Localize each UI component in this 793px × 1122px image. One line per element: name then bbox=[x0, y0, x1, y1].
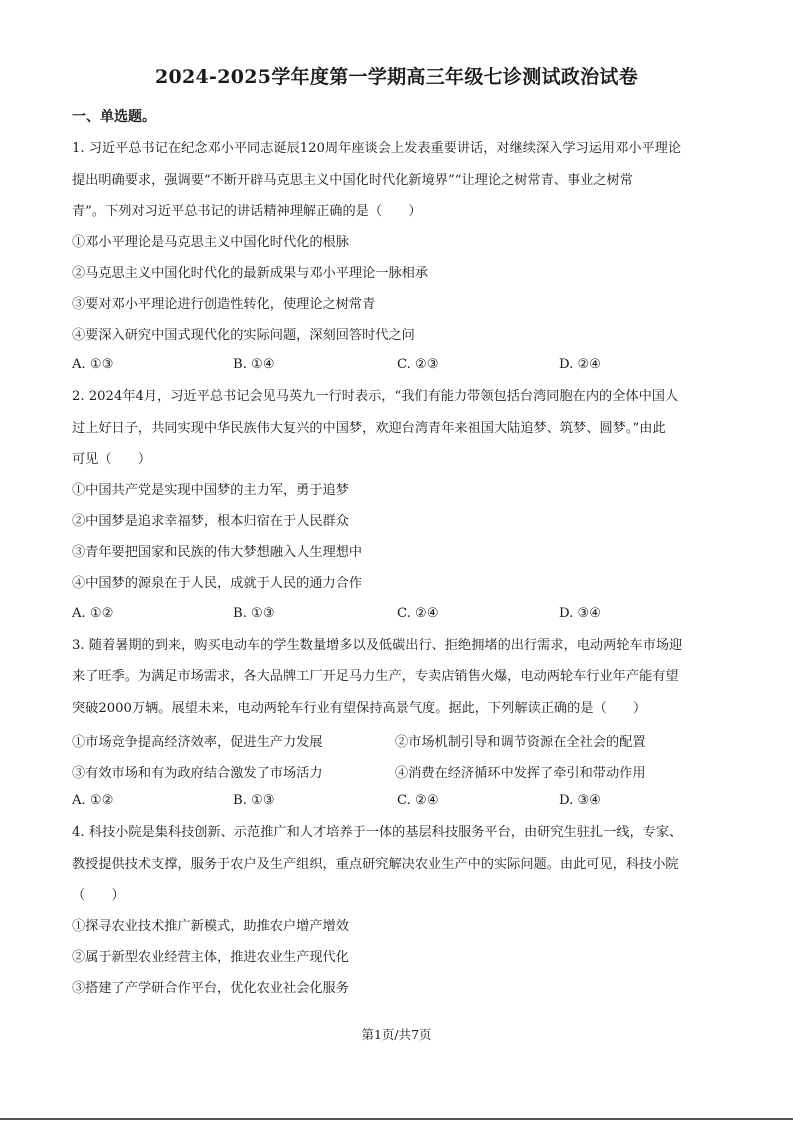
question-2-item: ④中国梦的源泉在于人民，成就于人民的通力合作 bbox=[72, 576, 363, 591]
question-1-item: ①邓小平理论是马克思主义中国化时代化的根脉 bbox=[72, 235, 349, 250]
question-2-item: ②中国梦是追求幸福梦，根本归宿在于人民群众 bbox=[72, 514, 349, 529]
question-1-options bbox=[72, 357, 732, 375]
option-a[interactable]: A. ①③ bbox=[72, 357, 114, 372]
option-d[interactable]: D. ②④ bbox=[559, 357, 602, 372]
question-4-text: 4. 科技小院是集科技创新、示范推广和人才培养于一体的基层科技服务平台，由研究生驻扎一线，专家、 bbox=[72, 825, 683, 840]
question-3-item: ③有效市场和有为政府结合激发了市场活力 bbox=[72, 766, 323, 781]
option-b[interactable]: B. ①③ bbox=[233, 793, 275, 808]
question-2-options bbox=[72, 606, 732, 624]
question-1-text: 提出明确要求，强调要“不断开辟马克思主义中国化时代化新境界”“让理论之树常青、事业之树常 bbox=[72, 173, 633, 188]
question-4-item: ②属于新型农业经营主体，推进农业生产现代化 bbox=[72, 950, 349, 965]
question-2-text: 可见（ ） bbox=[72, 452, 152, 467]
page-title: 2024-2025学年度第一学期高三年级七诊测试政治试卷 bbox=[154, 66, 639, 88]
option-b[interactable]: B. ①④ bbox=[233, 357, 275, 372]
question-3-text: 突破2000万辆。展望未来，电动两轮车行业有望保持高景气度。据此，下列解读正确的是（ ） bbox=[72, 701, 647, 716]
question-4-text: 教授提供技术支撑，服务于农户及生产组织，重点研究解决农业生产中的实际问题。由此可见，科技小院 bbox=[72, 857, 679, 872]
bottom-divider bbox=[0, 1118, 793, 1120]
option-c[interactable]: C. ②③ bbox=[397, 357, 439, 372]
page-footer: 第1页/共7页 bbox=[361, 1027, 432, 1042]
section-heading: 一、单选题。 bbox=[72, 109, 156, 125]
question-4-item: ③搭建了产学研合作平台，优化农业社会化服务 bbox=[72, 981, 349, 996]
question-1-item: ④要深入研究中国式现代化的实际问题，深刻回答时代之问 bbox=[72, 328, 415, 343]
question-3-item: ①市场竞争提高经济效率，促进生产力发展 bbox=[72, 735, 323, 750]
question-1-item: ③要对邓小平理论进行创造性转化，使理论之树常青 bbox=[72, 297, 376, 312]
question-3-items-row bbox=[72, 762, 732, 780]
question-3-text: 3. 随着暑期的到来，购买电动车的学生数量增多以及低碳出行、拒绝拥堵的出行需求，电动两轮车市场迎 bbox=[72, 638, 683, 653]
option-c[interactable]: C. ②④ bbox=[397, 793, 439, 808]
option-a[interactable]: A. ①② bbox=[72, 606, 114, 621]
question-2-text: 过上好日子，共同实现中华民族伟大复兴的中国梦，欢迎台湾青年来祖国大陆追梦、筑梦、圆梦。”由此 bbox=[72, 421, 666, 436]
question-3-item: ②市场机制引导和调节资源在全社会的配置 bbox=[395, 735, 646, 750]
option-d[interactable]: D. ③④ bbox=[559, 793, 602, 808]
question-2-item: ③青年要把国家和民族的伟大梦想融入人生理想中 bbox=[72, 545, 363, 560]
question-2-item: ①中国共产党是实现中国梦的主力军，勇于追梦 bbox=[72, 483, 349, 498]
question-3-text: 来了旺季。为满足市场需求，各大品牌工厂开足马力生产，专卖店销售火爆，电动两轮车行业年产能有望 bbox=[72, 669, 679, 684]
question-3-options bbox=[72, 793, 732, 811]
question-4-text: （ ） bbox=[72, 888, 125, 903]
question-2-text: 2. 2024年4月，习近平总书记会见马英九一行时表示，“我们有能力带领包括台湾同胞在内的全体中国人 bbox=[72, 389, 679, 404]
question-1-text: 1. 习近平总书记在纪念邓小平同志诞辰120周年座谈会上发表重要讲话，对继续深入学习运用邓小平理论 bbox=[72, 141, 682, 156]
question-3-item: ④消费在经济循环中发挥了牵引和带动作用 bbox=[395, 766, 646, 781]
question-1-text: 青”。下列对习近平总书记的讲话精神理解正确的是（ ） bbox=[72, 204, 422, 219]
option-c[interactable]: C. ②④ bbox=[397, 606, 439, 621]
option-a[interactable]: A. ①② bbox=[72, 793, 114, 808]
question-4-item: ①探寻农业技术推广新模式，助推农户增产增效 bbox=[72, 919, 349, 934]
question-1-item: ②马克思主义中国化时代化的最新成果与邓小平理论一脉相承 bbox=[72, 266, 429, 281]
option-d[interactable]: D. ③④ bbox=[559, 606, 602, 621]
option-b[interactable]: B. ①③ bbox=[233, 606, 275, 621]
question-3-items-row bbox=[72, 731, 732, 749]
